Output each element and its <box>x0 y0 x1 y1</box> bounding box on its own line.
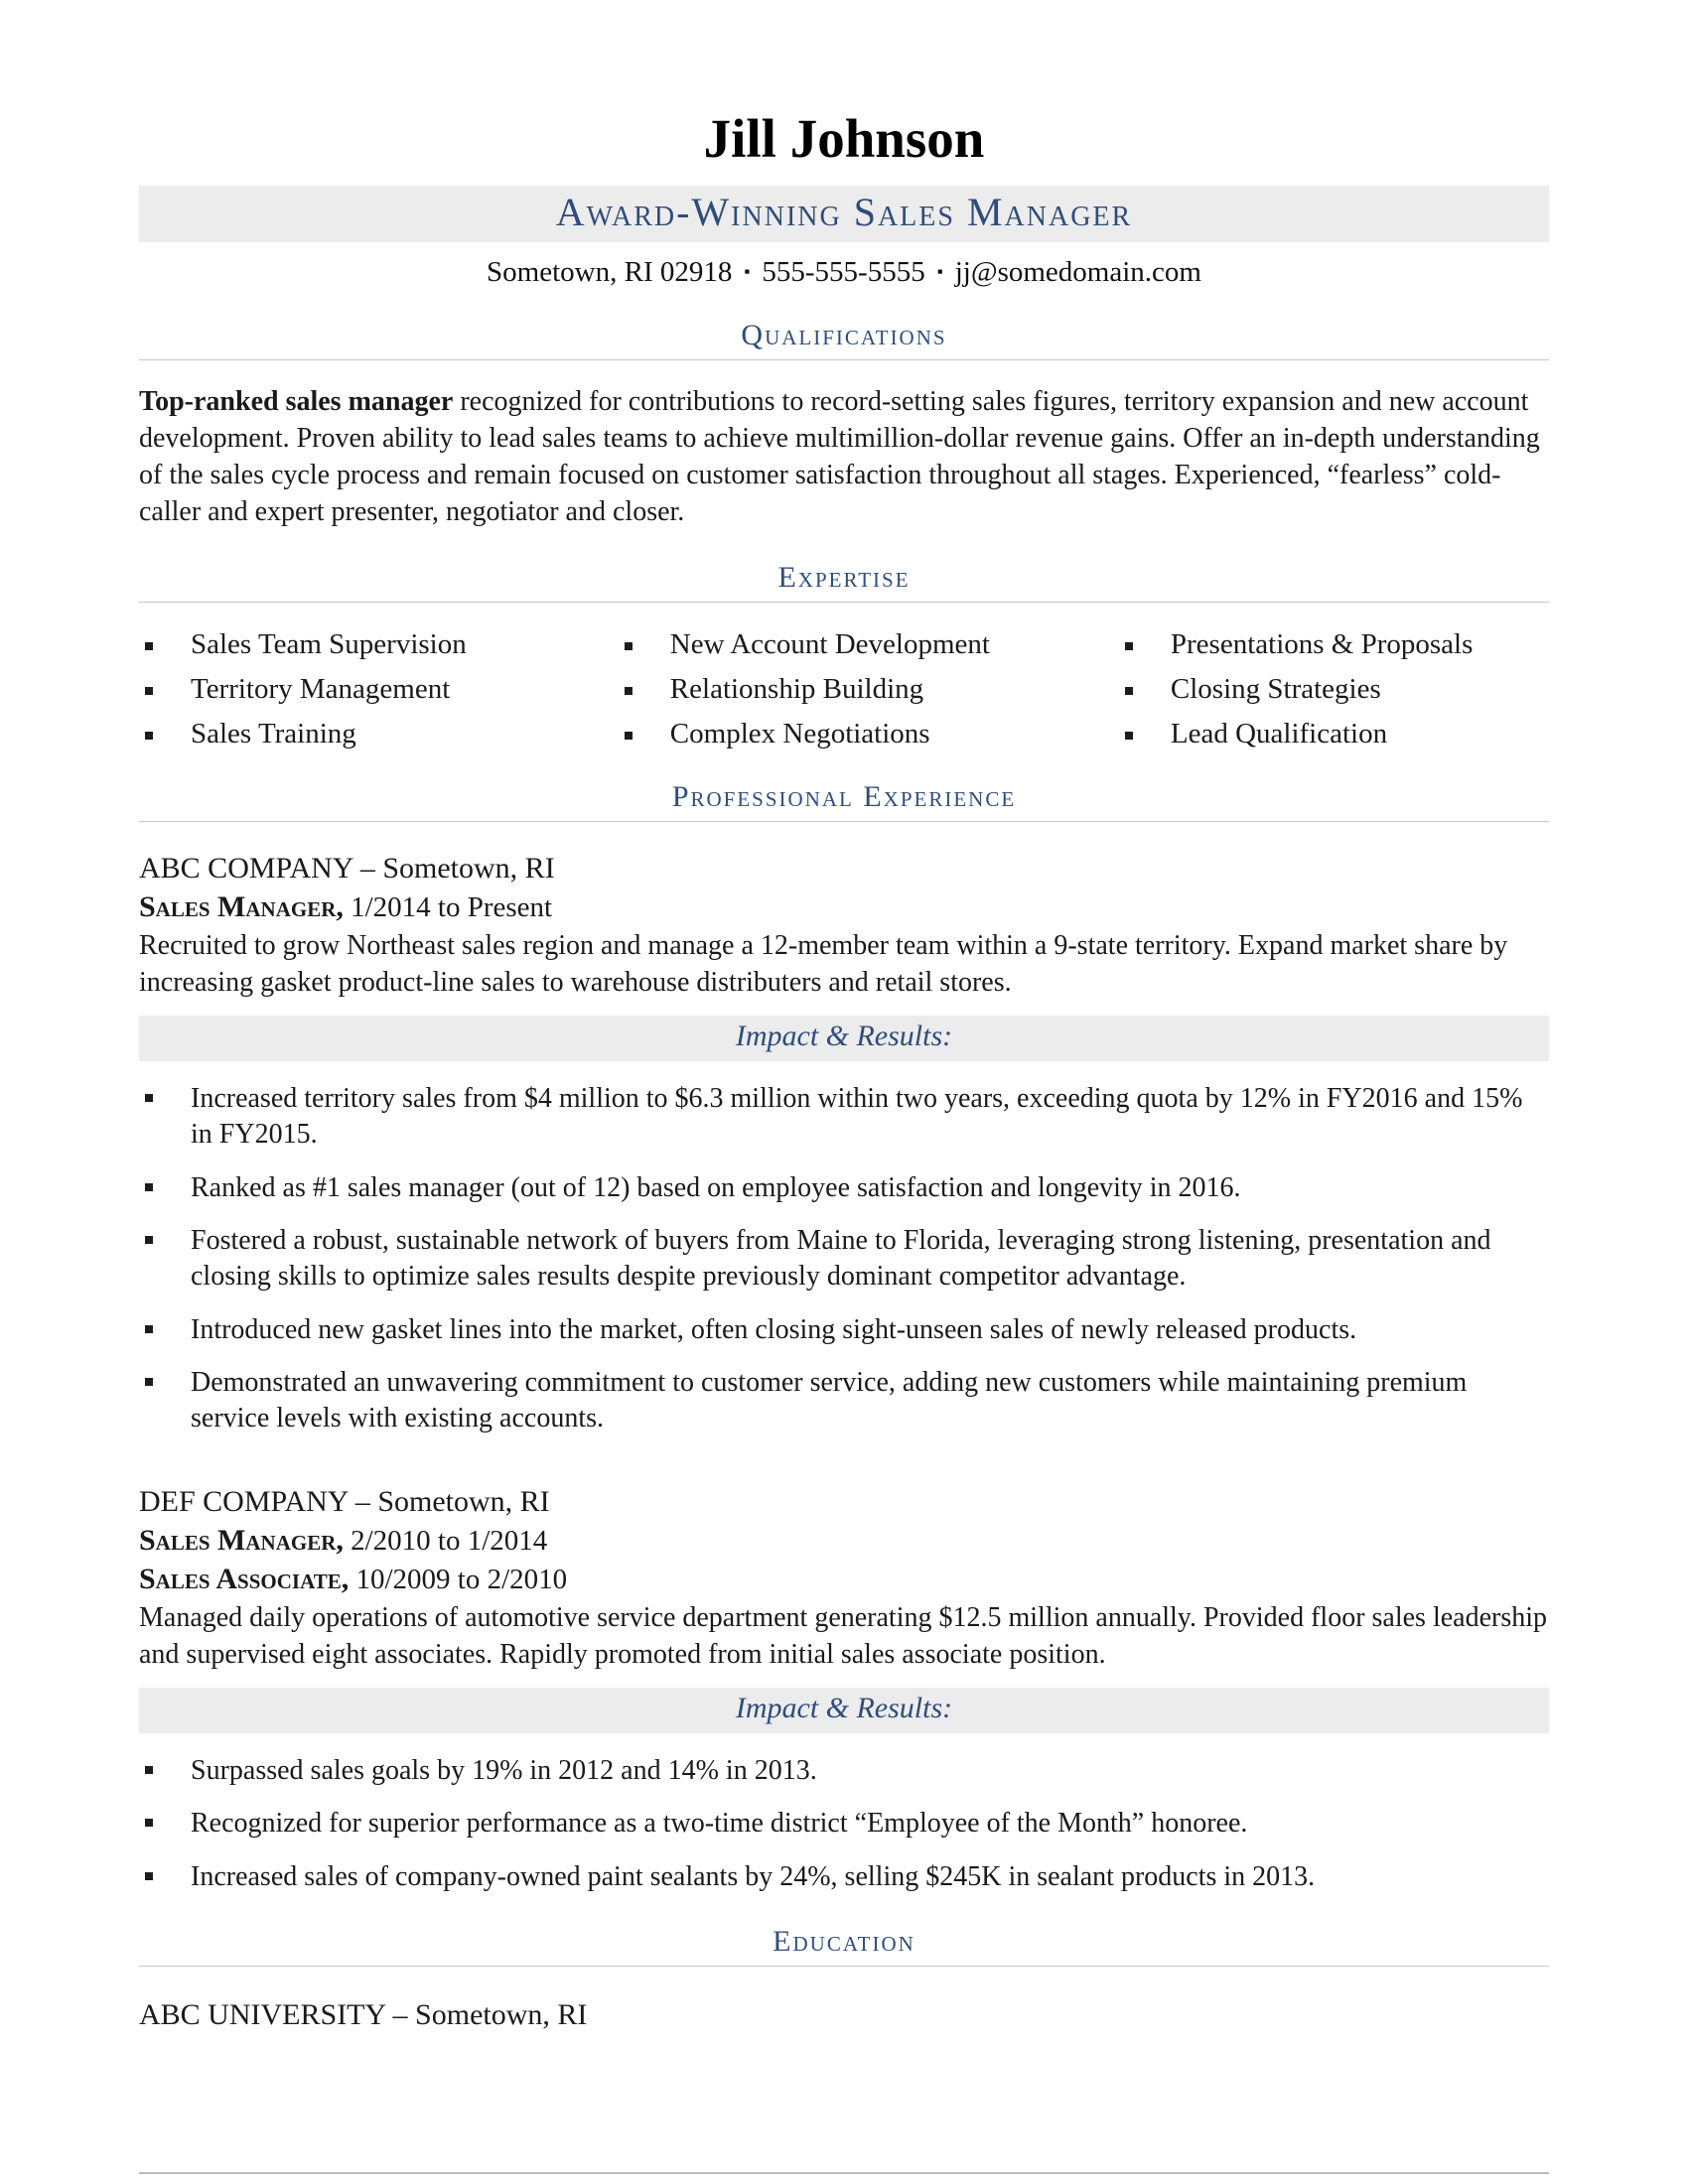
bullet-icon <box>145 1183 153 1191</box>
role-line <box>139 1563 1549 1596</box>
bullet-item <box>139 1365 1549 1437</box>
qualifications-summary-body: recognized for contributions to record-setting sales figures, territory expansion and new account development. Proven ability to lead sales teams to achieve multimillion-dollar revenue gains. Offer an in-depth understanding of the sales cycle process and remain focused on customer satisfaction throughout all stages. Experienced, “fearless” cold-caller and expert presenter, negotiator and closer. <box>139 386 1540 527</box>
role-dates: 1/2014 to Present <box>343 890 553 923</box>
expertise-item <box>139 628 619 661</box>
bullet-text: Ranked as #1 sales manager (out of 12) based on employee satisfaction and longevity in 2016. <box>191 1171 1241 1203</box>
qualifications-summary <box>139 384 1549 531</box>
expertise-item-label: Sales Training <box>191 717 356 750</box>
section-heading-education: Education <box>139 1925 1549 1967</box>
expertise-item <box>139 673 619 706</box>
bullet-icon <box>1125 642 1133 650</box>
education-school-line: ABC UNIVERSITY – Sometown, RI <box>139 1997 588 2031</box>
expertise-item-label: Sales Team Supervision <box>191 627 467 660</box>
expertise-item <box>1119 628 1549 661</box>
separator-square-icon: ▪ <box>936 262 943 281</box>
expertise-item-label: Relationship Building <box>669 672 924 705</box>
expertise-item <box>1119 673 1549 706</box>
qualifications-summary-lead: Top-ranked sales manager <box>139 386 454 417</box>
contact-location: Sometown, RI 02918 <box>487 256 733 288</box>
bullet-item <box>139 1170 1549 1206</box>
bullet-text: Increased sales of company-owned paint sealants by 24%, selling $245K in sealant products in 2013. <box>191 1860 1316 1892</box>
job-summary: Managed daily operations of automotive service department generating $12.5 million annually. Provided floor sales leadership and supervised eight associates. Rapidly promoted from initial sales associate position. <box>139 1601 1548 1670</box>
contact-line <box>139 256 1549 289</box>
bullet-item <box>139 1753 1549 1789</box>
bullet-icon <box>625 687 633 695</box>
bullet-icon <box>145 1872 153 1880</box>
expertise-item-label: Territory Management <box>191 672 451 705</box>
expertise-grid <box>139 628 1549 751</box>
bullet-icon <box>625 732 633 740</box>
job-bullet-list <box>139 1081 1549 1437</box>
impact-results-band: Impact & Results: <box>139 1016 1549 1061</box>
expertise-item-label: Closing Strategies <box>1170 672 1381 705</box>
bullet-text: Fostered a robust, sustainable network of buyers from Maine to Florida, leveraging strong listening, presentation and closing skills to optimize sales results despite previously dominant competitor advantage. <box>191 1224 1491 1293</box>
role-title: Sales Associate, <box>139 1562 350 1595</box>
role-line <box>139 890 1549 924</box>
expertise-item <box>619 718 1119 751</box>
page-footer-rule <box>139 2172 1549 2174</box>
bullet-text: Surpassed sales goals by 19% in 2012 and 14% in 2013. <box>191 1754 817 1786</box>
bullet-item <box>139 1859 1549 1895</box>
company-line: DEF COMPANY – Sometown, RI <box>139 1484 550 1518</box>
expertise-item <box>619 673 1119 706</box>
role-dates: 2/2010 to 1/2014 <box>343 1524 548 1557</box>
bullet-icon <box>625 642 633 650</box>
bullet-text: Increased territory sales from $4 million to $6.3 million within two years, exceeding quota by 12% in FY2016 and 15% in FY2015. <box>191 1082 1523 1151</box>
bullet-text: Demonstrated an unwavering commitment to customer service, adding new customers while maintaining premium service levels with existing accounts. <box>191 1367 1468 1434</box>
section-heading-experience: Professional Experience <box>139 780 1549 822</box>
candidate-name: Jill Johnson <box>703 108 985 169</box>
expertise-item-label: Complex Negotiations <box>669 717 930 750</box>
bullet-icon <box>145 1094 153 1102</box>
expertise-item-label: New Account Development <box>669 627 990 660</box>
expertise-item-label: Lead Qualification <box>1170 717 1388 750</box>
bullet-icon <box>1125 687 1133 695</box>
bullet-item <box>139 1312 1549 1348</box>
role-dates: 10/2009 to 2/2010 <box>349 1563 568 1595</box>
bullet-icon <box>145 1766 153 1774</box>
bullet-icon <box>145 1378 153 1386</box>
separator-square-icon: ▪ <box>744 262 751 281</box>
bullet-text: Recognized for superior performance as a two-time district “Employee of the Month” honoree. <box>191 1808 1248 1840</box>
company-line: ABC COMPANY – Sometown, RI <box>139 851 555 885</box>
section-heading-qualifications: Qualifications <box>139 319 1549 360</box>
bullet-icon <box>145 732 153 740</box>
bullet-icon <box>145 1819 153 1827</box>
bullet-icon <box>145 1236 153 1244</box>
role-line <box>139 1524 1549 1558</box>
bullet-icon <box>1125 732 1133 740</box>
impact-results-band: Impact & Results: <box>139 1688 1549 1733</box>
role-title: Sales Manager, <box>139 1523 344 1557</box>
bullet-text: Introduced new gasket lines into the market, often closing sight-unseen sales of newly released products. <box>191 1313 1357 1345</box>
bullet-icon <box>145 642 153 650</box>
bullet-icon <box>145 1325 153 1333</box>
expertise-item <box>1119 718 1549 751</box>
contact-email: jj@somedomain.com <box>954 256 1201 288</box>
bullet-item <box>139 1081 1549 1154</box>
bullet-item <box>139 1806 1549 1842</box>
title-banner: Award-Winning Sales Manager <box>139 186 1549 242</box>
section-heading-expertise: Expertise <box>139 561 1549 603</box>
contact-phone: 555-555-5555 <box>762 256 925 288</box>
role-title: Sales Manager, <box>139 889 344 923</box>
expertise-item-label: Presentations & Proposals <box>1170 627 1474 660</box>
expertise-item <box>139 718 619 751</box>
bullet-icon <box>145 687 153 695</box>
job-bullet-list <box>139 1753 1549 1895</box>
bullet-item <box>139 1223 1549 1296</box>
expertise-item <box>619 628 1119 661</box>
job-summary: Recruited to grow Northeast sales region and manage a 12-member team within a 9-state territory. Expand market share by increasing gasket product-line sales to warehouse distributers and retail stores. <box>139 929 1508 998</box>
